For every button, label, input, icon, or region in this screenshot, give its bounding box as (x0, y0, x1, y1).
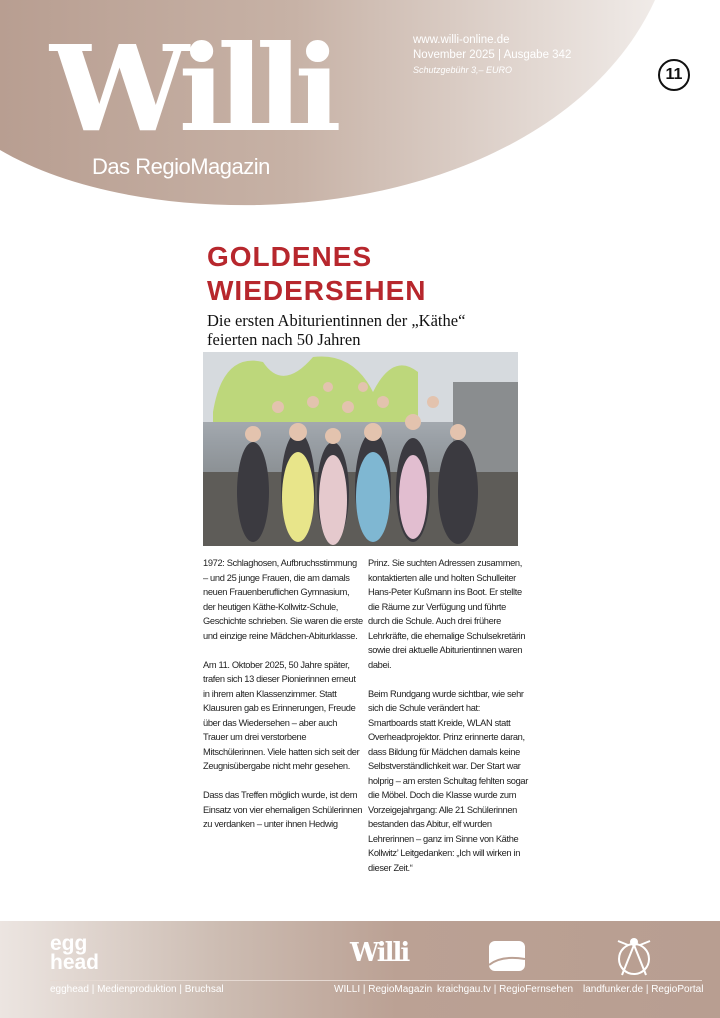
logo-text: egg (50, 932, 88, 955)
issue: November 2025 | Ausgabe 342 (413, 49, 572, 61)
subtitle-line: feierten nach 50 Jahren (207, 330, 361, 349)
title-line: GOLDENES (207, 241, 373, 272)
kraichgau-link[interactable]: kraichgau.tv | RegioFernsehen (437, 984, 574, 995)
subtitle-line: Die ersten Abiturientinnen der „Käthe“ (207, 311, 466, 330)
paragraph: 1972: Schlaghosen, Aufbruchsstimmung – und 25 junge Frauen, die am damals neuen Frauenberuflichen Gymnasium, der heutigen Käthe-Kollwitz-Schule, Geschichte schrieben. Sie waren die erste und einzige reine Mädchen-Abiturklasse. (203, 558, 363, 641)
paragraph: Am 11. Oktober 2025, 50 Jahre später, trafen sich 13 dieser Pionierinnen erneut in ihrem alten Klassenzimmer. Statt Klausuren gab es Erinnerungen, Freude über das Wiedersehen – aber auch Trauer um drei verstorbene Mitschülerinnen. Viele hatten sich seit der Zeugnisübergabe nicht mehr gesehen. (203, 659, 360, 771)
tagline: Das RegioMagazin (92, 154, 270, 179)
willi-logo: Willi (50, 19, 334, 158)
article-title (207, 240, 426, 308)
article-column-left (203, 556, 363, 846)
group-photo (203, 352, 518, 546)
article-column-right (368, 556, 528, 890)
paragraph: Prinz. Sie suchten Adressen zusammen, kontaktierten alle und holten Schulleiter Hans-Peter Kußmann ins Boot. Er stellte die Räume zur Verfügung und führte durch die Schule. Auch drei frühere Lehrkräfte, die ehemalige Schulsekretärin sowie drei aktuelle Abiturientinnen waren dabei. (368, 558, 526, 670)
footer-divider (50, 980, 702, 981)
logo-text: head (50, 951, 100, 974)
landfunker-link[interactable]: landfunker.de | RegioPortal (583, 984, 704, 995)
website: www.willi-online.de (413, 34, 510, 46)
paragraph: Beim Rundgang wurde sichtbar, wie sehr sich die Schule verändert hat: Smartboards statt Kreide, WLAN statt Overheadprojektor. Prinz erinnerte daran, dass Bildung für Mädchen damals keine Selbstverständlichkeit war. Der Start war holprig – am ersten Schultag fehlten sogar die Möbel. Doch die Klasse wurde zum Vorzeigejahrgang: Alle 21 Schülerinnen bestanden das Abitur, elf wurden Lehrerinnen – ganz im Sinne von Käthe Kollwitz’ Leitgedanken: „Ich will wirken in dieser Zeit.“ (368, 688, 528, 873)
landfunker-icon (610, 931, 658, 979)
footer (0, 921, 720, 1018)
paragraph: Dass das Treffen möglich wurde, ist dem Einsatz von vier ehemaligen Schülerinnen zu verdanken – unter ihnen Hedwig (203, 790, 363, 829)
egghead-link[interactable]: egghead | Medienproduktion | Bruchsal (50, 984, 224, 995)
willi-footer-logo: Willi (350, 938, 409, 968)
kraichgau-tv-icon (489, 941, 525, 971)
article-subtitle (207, 311, 465, 349)
title-line: WIEDERSEHEN (207, 275, 427, 306)
issue-info (413, 33, 571, 78)
price: Schutzgebühr 3,– EURO (413, 65, 513, 75)
willi-link[interactable]: WILLI | RegioMagazin (334, 984, 433, 995)
egghead-logo (50, 934, 99, 972)
page-number: 11 (658, 59, 690, 91)
